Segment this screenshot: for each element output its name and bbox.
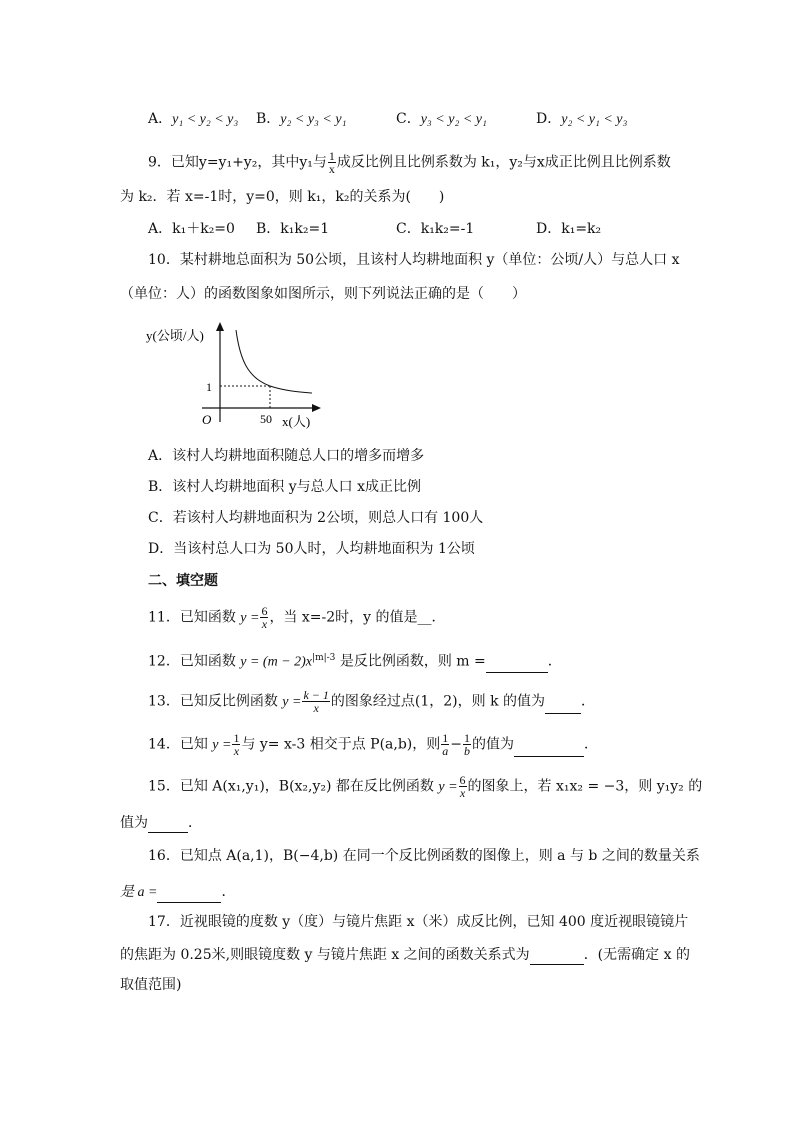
q13-answer-blank	[545, 699, 581, 714]
q10-graph	[140, 320, 340, 432]
q15-line1: 15．已知 A(x₁,y₁)，B(x₂,y₂) 都在反比例函数 y = $\frac{6}{x}$ 的图象上，若 x₁x₂ = −3，则 y₁y₂ 的	[148, 773, 703, 800]
section-title-fill-in: 二、填空题	[148, 573, 218, 589]
q9-line2: 为 k₂．若 x=-1时，y=0，则 k₁，k₂的关系为( )	[120, 189, 445, 205]
origin-label: O	[202, 412, 212, 427]
q8-option-c: C．y₃ < y₂ < y₁	[396, 111, 487, 127]
y-axis-label: y(公顷/人)	[146, 328, 204, 343]
x-axis-label: x(人)	[282, 414, 311, 429]
y-axis-arrow	[216, 322, 224, 331]
q9-option-a: A．k₁＋k₂=0	[148, 221, 235, 237]
q9-option-c: C．k₁k₂=-1	[396, 221, 475, 237]
q10-line1: 10．某村耕地总面积为 50公顷，且该村人均耕地面积 y（单位：公顷/人）与总人口 x	[148, 252, 680, 268]
tick-y-label: 1	[206, 380, 212, 394]
q17-line2: 的焦距为 0.25米,则眼镜度数 y 与镜片焦距 x 之间的函数关系式为 ．(无需确定 x 的	[120, 947, 690, 963]
q10-line2: （单位：人）的函数图象如图所示，则下列说法正确的是（ ）	[120, 286, 526, 302]
q17-line1: 17．近视眼镜的度数 y（度）与镜片焦距 x（米）成反比例，已知 400 度近视眼镜镜片	[148, 914, 689, 930]
q15-answer-blank	[148, 818, 188, 833]
q13: 13．已知反比例函数 y = $\frac{k - 1}{x}$ 的图象经过点(1，2)，则 k 的值为 ．	[148, 688, 595, 715]
q9-fraction: $\frac{1}{x}$	[328, 149, 335, 176]
q10-option-c: C．若该村人均耕地面积为 2公顷，则总人口有 100人	[148, 510, 484, 526]
q16-line2: 是 a = ．	[120, 882, 235, 903]
q11: 11．已知函数 y = $\frac{6}{x}$ ，当 x=-2时，y 的值是__．	[148, 604, 446, 631]
q14-answer-blank	[514, 742, 584, 757]
hyperbola-curve	[236, 330, 312, 393]
q10-option-d: D．当该村总人口为 50人时，人均耕地面积为 1公顷	[148, 541, 475, 557]
q16-answer-blank	[157, 888, 221, 903]
tick-x-label: 50	[260, 412, 272, 426]
q10-option-b: B．该村人均耕地面积 y与总人口 x成正比例	[148, 479, 421, 495]
q16-line1: 16．已知点 A(a,1)，B(−4,b) 在同一个反比例函数的图像上，则 a 与 b 之间的数量关系	[148, 848, 700, 864]
q8-option-a: A．y₁ < y₂ < y₃	[148, 111, 239, 127]
q8-option-b: B．y₂ < y₃ < y₁	[256, 111, 347, 127]
q9-line1: 9．已知y=y₁+y₂，其中y₁与 $\frac{1}{x}$ 成反比例且比例系数为 k₁，y₂与x成正比例且比例系数	[148, 149, 671, 176]
q8-option-d: D．y₂ < y₁ < y₃	[536, 111, 628, 127]
q15-line2: 值为 ．	[120, 815, 202, 831]
q10-option-a: A．该村人均耕地面积随总人口的增多而增多	[148, 448, 425, 464]
q17-line3: 取值范围)	[120, 977, 182, 993]
q17-answer-blank	[530, 950, 584, 965]
q12-answer-blank	[486, 658, 548, 673]
q9-option-d: D．k₁=k₂	[536, 221, 602, 237]
q12: 12．已知函数 $y = (m - 2)x^{|m|-3}$ 是反比例函数，则 m = ．	[148, 648, 562, 673]
q9-option-b: B．k₁k₂=1	[256, 221, 330, 237]
q14: 14．已知 y = $\frac{1}{x}$ 与 y= x-3 相交于点 P(a,b)，则 $\frac{1}{a}$ − $\frac{1}{b}$ 的值为 ．	[148, 731, 599, 758]
x-axis-arrow	[312, 404, 321, 412]
